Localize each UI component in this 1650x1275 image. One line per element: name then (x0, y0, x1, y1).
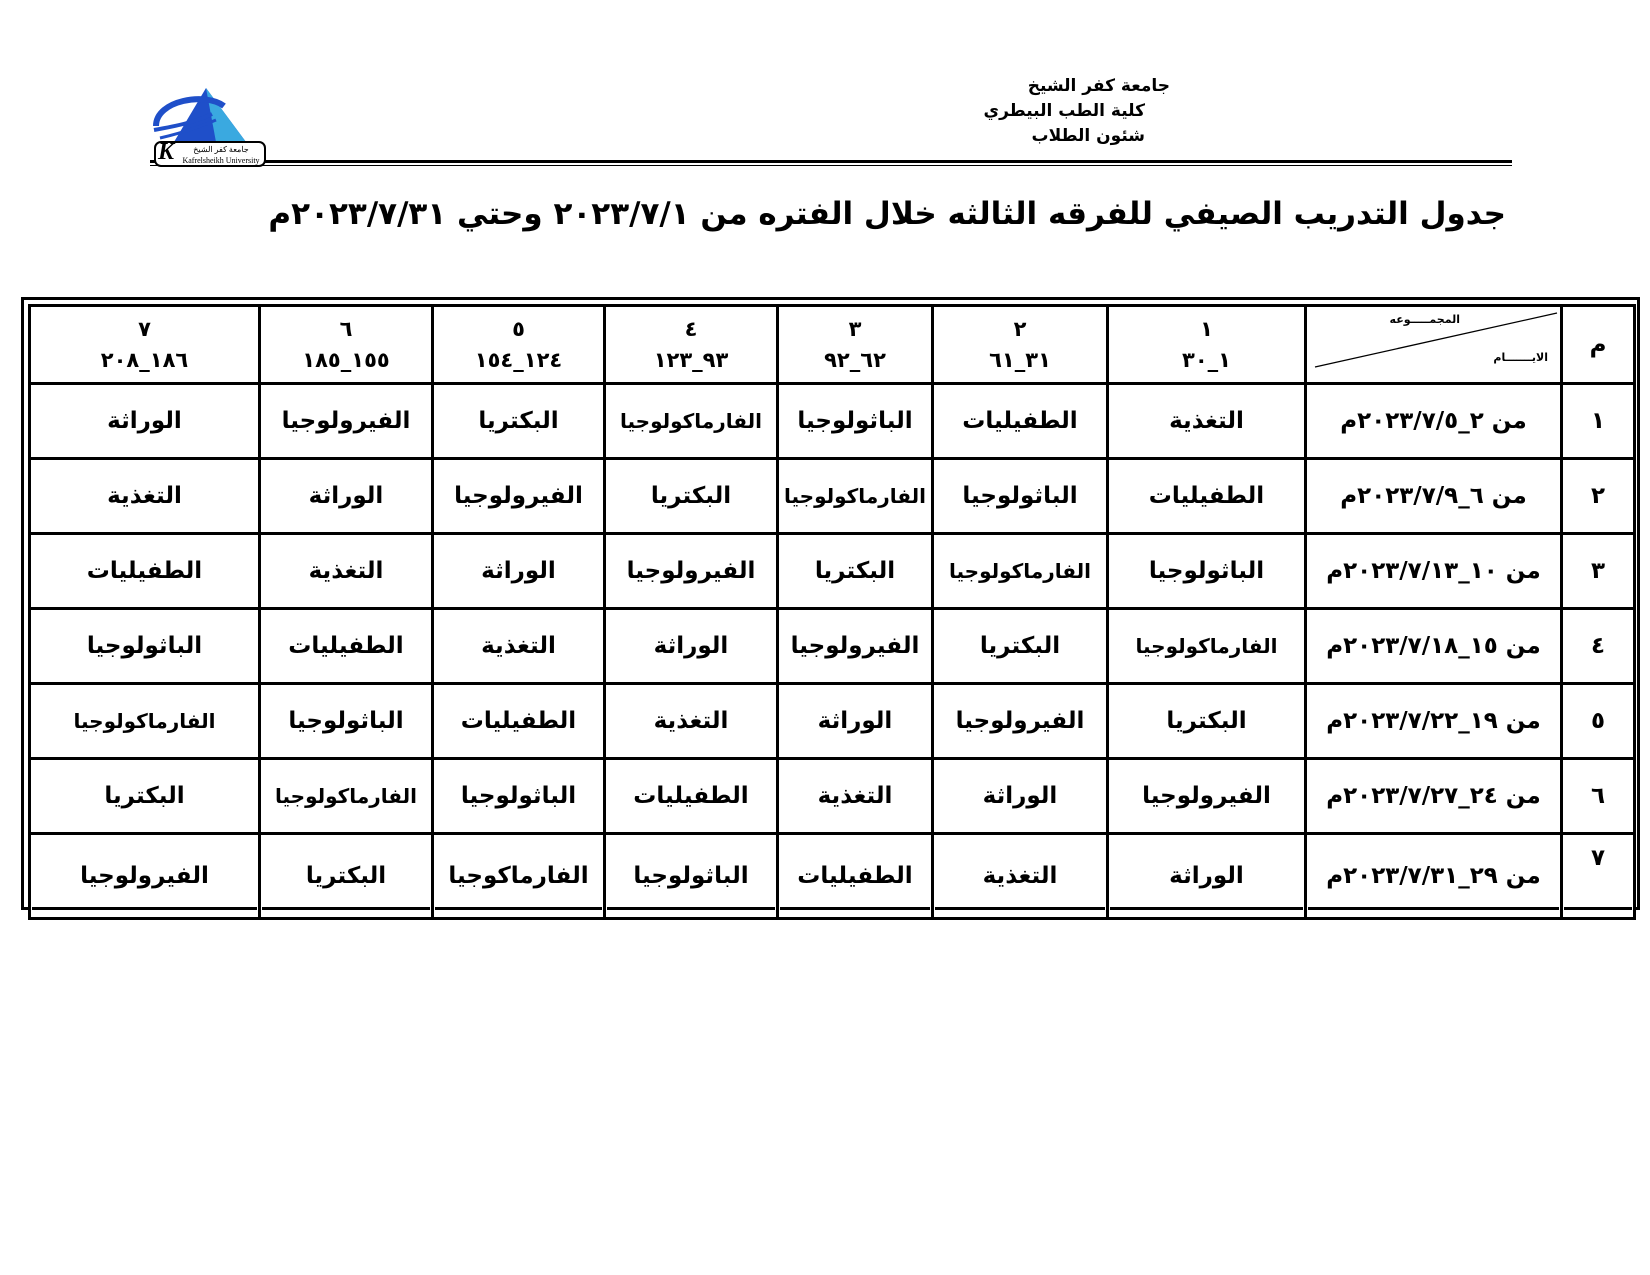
faculty-name: كلية الطب البيطري (983, 101, 1145, 121)
group-number: ٦ (339, 316, 353, 341)
table-row (30, 684, 1635, 759)
group-header-7 (30, 306, 260, 384)
subject-cell: التغذية (605, 684, 778, 759)
subject-cell: الباثولوجيا (778, 384, 933, 459)
subject-cell: الطفيليات (1108, 459, 1306, 534)
header-days-label: الايـــــــام (1493, 351, 1548, 364)
department-name: شئون الطلاب (1031, 126, 1145, 146)
header-diagonal-cell (1306, 306, 1562, 384)
subject-cell: البكتريا (933, 609, 1108, 684)
table-row (30, 759, 1635, 834)
row-number: ٣ (1562, 534, 1635, 609)
group-number: ٤ (684, 316, 698, 341)
group-number: ٧ (138, 316, 151, 341)
group-header-3 (778, 306, 933, 384)
subject-cell: الباثولوجيا (1108, 534, 1306, 609)
date-range-cell: من ٢٤_٢٠٢٣/٧/٢٧م (1306, 759, 1562, 834)
subject-cell: التغذية (260, 534, 433, 609)
subject-cell: الوراثة (260, 459, 433, 534)
logo-k-letter: K (158, 139, 175, 165)
subject-cell: الفيرولوجيا (778, 609, 933, 684)
subject-cell: الوراثة (30, 384, 260, 459)
header-rule-thin (150, 165, 1512, 166)
group-range: ١٢٤_١٥٤ (474, 347, 563, 372)
institution-header (984, 74, 1170, 149)
group-number: ٣ (848, 316, 862, 341)
table-row (30, 534, 1635, 609)
subject-cell: الفارماكولوجيا (260, 759, 433, 834)
subject-cell: البكتريا (433, 384, 605, 459)
university-name: جامعة كفر الشيخ (1027, 76, 1170, 96)
subject-cell: الطفيليات (433, 684, 605, 759)
subject-cell: التغذية (933, 834, 1108, 919)
subject-cell: الوراثة (778, 684, 933, 759)
group-header-2 (933, 306, 1108, 384)
logo-arabic-text: جامعة كفر الشيخ (193, 145, 249, 154)
schedule-table (28, 304, 1636, 920)
group-range: ٣١_٦١ (989, 347, 1051, 372)
subject-cell: الباثولوجيا (433, 759, 605, 834)
subject-cell: الفارماكوجيا (433, 834, 605, 919)
subject-cell: التغذية (433, 609, 605, 684)
table-row (30, 384, 1635, 459)
subject-cell: الفيرولوجيا (605, 534, 778, 609)
row-number: ٥ (1562, 684, 1635, 759)
group-range: ٩٣_١٢٣ (653, 347, 729, 372)
row-number: ٤ (1562, 609, 1635, 684)
table-row (30, 834, 1635, 919)
logo-english-text: Kafrelsheikh University (182, 156, 260, 165)
subject-cell: التغذية (778, 759, 933, 834)
subject-cell: البكتريا (605, 459, 778, 534)
group-range: ١_٣٠ (1182, 347, 1231, 372)
subject-cell: البكتريا (260, 834, 433, 919)
header-m: م (1562, 306, 1635, 384)
subject-cell: البكتريا (1108, 684, 1306, 759)
header-group-label: المجمـــــوعه (1389, 313, 1460, 326)
subject-cell: التغذية (30, 459, 260, 534)
date-range-cell: من ٢_٢٠٢٣/٧/٥م (1306, 384, 1562, 459)
subject-cell: الفارماكولوجيا (605, 384, 778, 459)
subject-cell: الطفيليات (30, 534, 260, 609)
subject-cell: الباثولوجيا (260, 684, 433, 759)
subject-cell: الفيرولوجيا (30, 834, 260, 919)
group-header-6 (260, 306, 433, 384)
row-number: ١ (1562, 384, 1635, 459)
date-range-cell: من ١٩_٢٠٢٣/٧/٢٢م (1306, 684, 1562, 759)
table-header-row (30, 306, 1635, 384)
subject-cell: الباثولوجيا (605, 834, 778, 919)
subject-cell: الوراثة (933, 759, 1108, 834)
subject-cell: الفارماكولوجيا (778, 459, 933, 534)
subject-cell: الوراثة (433, 534, 605, 609)
subject-cell: الطفيليات (605, 759, 778, 834)
date-range-cell: من ١٠_٢٠٢٣/٧/١٣م (1306, 534, 1562, 609)
table-row (30, 459, 1635, 534)
subject-cell: الفيرولوجيا (260, 384, 433, 459)
subject-cell: البكتريا (30, 759, 260, 834)
group-header-5 (433, 306, 605, 384)
subject-cell: التغذية (1108, 384, 1306, 459)
group-header-1 (1108, 306, 1306, 384)
subject-cell: البكتريا (778, 534, 933, 609)
group-number: ١ (1200, 316, 1213, 341)
subject-cell: الفيرولوجيا (933, 684, 1108, 759)
group-header-4 (605, 306, 778, 384)
subject-cell: الفارماكولوجيا (933, 534, 1108, 609)
row-number: ٢ (1562, 459, 1635, 534)
subject-cell: الطفيليات (260, 609, 433, 684)
group-number: ٢ (1013, 316, 1027, 341)
subject-cell: الفارماكولوجيا (30, 684, 260, 759)
date-range-cell: من ١٥_٢٠٢٣/٧/١٨م (1306, 609, 1562, 684)
subject-cell: الفيرولوجيا (1108, 759, 1306, 834)
subject-cell: الوراثة (1108, 834, 1306, 919)
subject-cell: الباثولوجيا (30, 609, 260, 684)
date-range-cell: من ٢٩_٢٠٢٣/٧/٣١م (1306, 834, 1562, 919)
subject-cell: الفيرولوجيا (433, 459, 605, 534)
subject-cell: الباثولوجيا (933, 459, 1108, 534)
subject-cell: الطفيليات (778, 834, 933, 919)
subject-cell: الطفيليات (933, 384, 1108, 459)
group-range: ٦٢_٩٢ (824, 347, 886, 372)
header-rule (150, 160, 1512, 163)
subject-cell: الفارماكولوجيا (1108, 609, 1306, 684)
group-range: ١٥٥_١٨٥ (302, 347, 390, 372)
date-range-cell: من ٦_٢٠٢٣/٧/٩م (1306, 459, 1562, 534)
row-number: ٧ (1562, 834, 1635, 919)
group-number: ٥ (512, 316, 525, 341)
subject-cell: الوراثة (605, 609, 778, 684)
table-row (30, 609, 1635, 684)
row-number: ٦ (1562, 759, 1635, 834)
group-range: ١٨٦_٢٠٨ (100, 347, 189, 372)
page-title: جدول التدريب الصيفي للفرقه الثالثه خلال الفتره من ٢٠٢٣/٧/١ وحتي ٢٠٢٣/٧/٣١م (268, 196, 1506, 232)
